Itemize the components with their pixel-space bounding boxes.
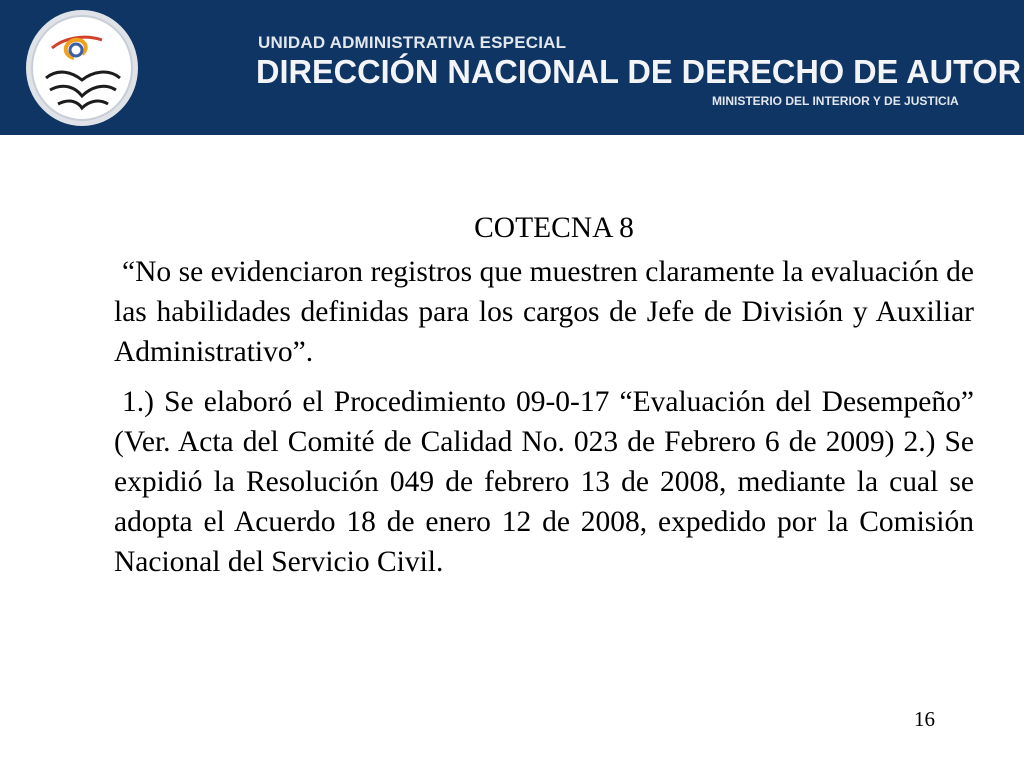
organization-title: DIRECCIÓN NACIONAL DE DERECHO DE AUTOR <box>256 53 1022 90</box>
institution-logo-icon <box>24 8 140 128</box>
slide-title: COTECNA 8 <box>474 212 634 244</box>
header-banner <box>0 0 1024 135</box>
page-number: 16 <box>914 707 935 731</box>
unit-label: UNIDAD ADMINISTRATIVA ESPECIAL <box>258 33 567 52</box>
ministry-label: MINISTERIO DEL INTERIOR Y DE JUSTICIA <box>712 94 959 108</box>
finding-quote: “No se evidenciaron registros que muestren claramente la evaluación de las habilidades definidas para los cargos de Jefe de División y Auxiliar Administrativo”. <box>114 256 974 368</box>
response-text: 1.) Se elaboró el Procedimiento 09-0-17 “Evaluación del Desempeño” (Ver. Acta del Comité de Calidad No. 023 de Febrero 6 de 2009) 2.) Se expidió la Resolución 049 de febrero 13 de 2008, mediante la cual se adopta el Acuerdo 18 de enero 12 de 2008, expedido por la Comisión Nacional del Servicio Civil. <box>114 386 974 578</box>
slide-body <box>114 208 974 592</box>
